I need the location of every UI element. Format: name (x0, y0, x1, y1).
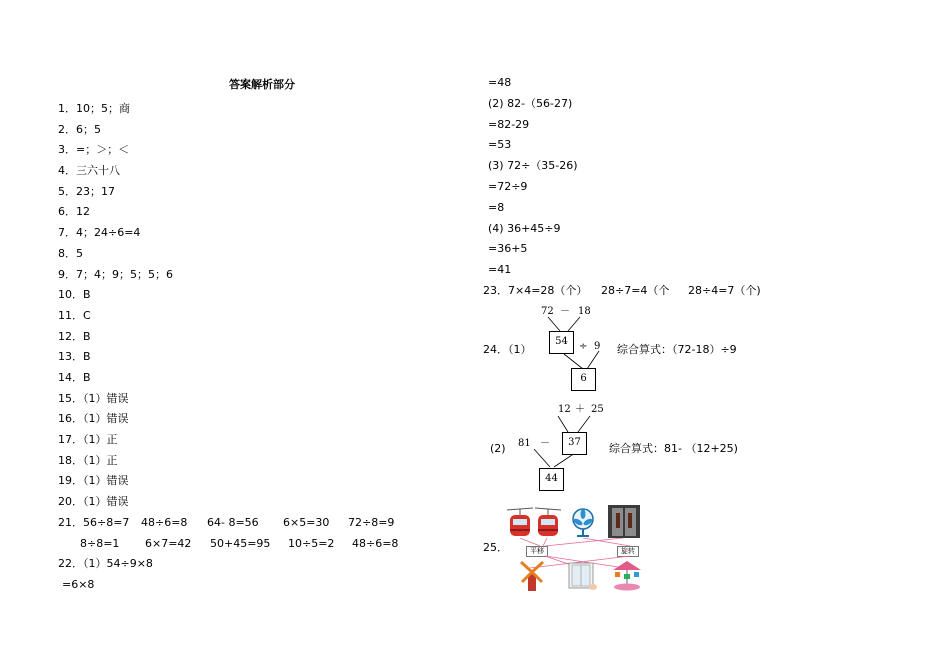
answer-list-right (488, 76, 578, 284)
answer-line: 10．B (58, 288, 91, 302)
q24-formula-1: 综合算式：（72-18）÷9 (617, 343, 737, 356)
answer-line: 16．（1）错误 (58, 412, 129, 426)
answer-list-left (58, 102, 173, 516)
answer-line: 20．（1）错误 (58, 495, 129, 509)
fan-icon (570, 508, 596, 538)
q21-item: 48÷6=8 (352, 537, 399, 550)
answer-line: 11．C (58, 308, 91, 322)
q24-label-2: (2) (490, 442, 506, 455)
tag-translation: 平移 (526, 546, 548, 557)
q24-label-1: 24．（1） (483, 343, 532, 356)
q21-item: 50+45=95 (210, 537, 271, 550)
answer-line: 15．（1）错误 (58, 391, 129, 405)
answer-line: =41 (488, 263, 512, 277)
answer-line: 12．B (58, 329, 91, 343)
elevator-door-icon (608, 505, 640, 538)
answer-line: =82-29 (488, 117, 530, 131)
q21-item: 64- 8=56 (207, 516, 259, 529)
page-title: 答案解析部分 (229, 78, 295, 91)
q21-item: 21．56÷8=7 (58, 516, 130, 529)
q25-label: 25． (483, 541, 508, 554)
answer-line: =53 (488, 138, 512, 152)
carousel-icon (611, 560, 643, 592)
q24-t2-b: 25 (591, 404, 604, 415)
q21-item: 10÷5=2 (288, 537, 335, 550)
q24-t1-box1: 54 (549, 331, 574, 354)
answer-line: 4．三六十八 (58, 164, 120, 178)
answer-line: (4) 36+45÷9 (488, 221, 561, 235)
q24-t1-op2: ÷ (579, 341, 588, 352)
q24-t1-a: 72 (541, 306, 554, 317)
answer-line: 19．（1）错误 (58, 474, 129, 488)
q21-item: 6×5=30 (283, 516, 330, 529)
q24-t2-a: 12 (558, 404, 571, 415)
q22-line: =6×8 (62, 578, 95, 591)
answer-line: =8 (488, 200, 505, 214)
answer-line: 7．4；24÷6=4 (58, 226, 141, 240)
answer-line: 3．=；＞；＜ (58, 143, 130, 157)
q24-formula-2: 综合算式：81- （12+25) (609, 442, 738, 455)
windmill-icon (518, 560, 546, 592)
q24-t2-c: 81 (518, 438, 531, 449)
q24-t1-b: 18 (578, 306, 591, 317)
answer-line: 8．5 (58, 246, 83, 260)
q23-part: 28÷4=7（个) (688, 284, 761, 297)
answer-line: 18．（1）正 (58, 453, 118, 467)
answer-line: =36+5 (488, 242, 528, 256)
q23-number: 23． (483, 284, 508, 297)
q23-part: 28÷7=4（个 (601, 284, 670, 297)
q21-item: 6×7=42 (145, 537, 192, 550)
answer-line: (2) 82-（56-27) (488, 96, 573, 110)
cable-car-icon (507, 506, 533, 538)
answer-line: 9．7；4；9；5；5；6 (58, 267, 173, 281)
q21-item: 48÷6=8 (141, 516, 188, 529)
answer-line: 6．12 (58, 205, 90, 219)
answer-line: =48 (488, 76, 512, 89)
sliding-window-icon (566, 562, 598, 592)
answer-line: 17．（1）正 (58, 433, 118, 446)
q24-t2-box1: 37 (562, 432, 587, 455)
q24-t2-op2: － (540, 438, 550, 449)
q24-t1-result: 6 (571, 368, 596, 391)
answer-line: (3) 72÷（35-26) (488, 159, 578, 173)
cable-car-icon (535, 506, 561, 538)
q23-part: 7×4=28（个） (508, 284, 588, 297)
answer-line: 13．B (58, 350, 91, 364)
answer-line: 2．6；5 (58, 122, 101, 136)
q24-t2-result: 44 (539, 468, 564, 491)
tag-rotation: 旋转 (617, 546, 639, 557)
answer-line: =72÷9 (488, 179, 528, 193)
answer-line: 1．10；5；商 (58, 102, 130, 115)
q22-line: 22．（1）54÷9×8 (58, 557, 153, 570)
answer-line: 5．23；17 (58, 184, 115, 198)
q24-t2-op1: ＋ (575, 404, 585, 415)
q21-item: 72÷8=9 (348, 516, 395, 529)
q24-t1-op1: － (560, 306, 570, 317)
q24-t1-c: 9 (594, 341, 601, 352)
answer-line: 14．B (58, 370, 91, 384)
q21-item: 8÷8=1 (80, 537, 120, 550)
